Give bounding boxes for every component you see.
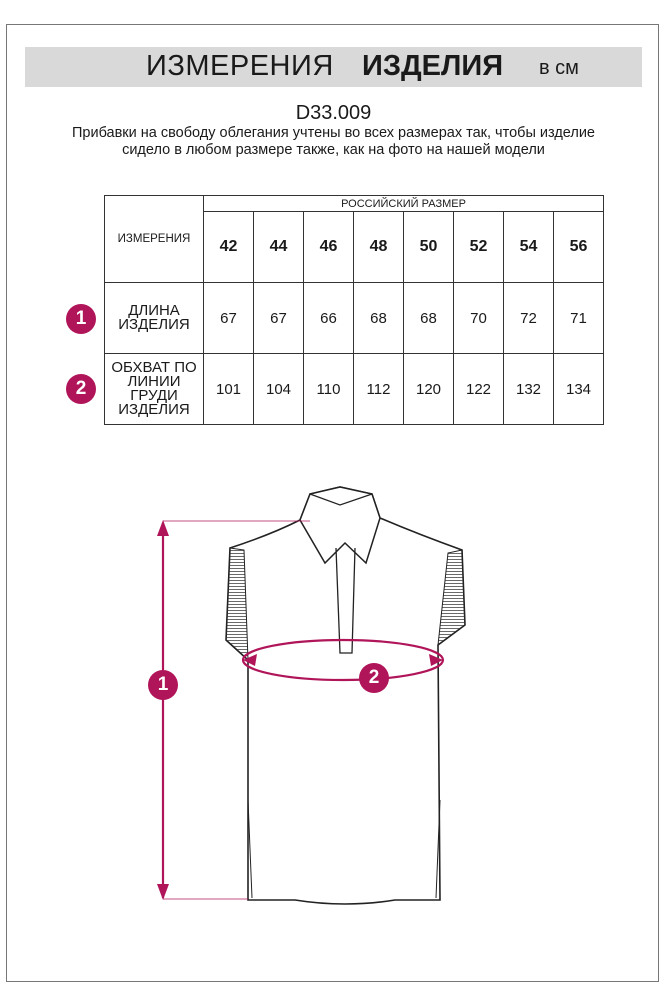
table-cell: 101	[204, 354, 254, 425]
table-cell: 134	[554, 354, 604, 425]
table-cell: 70	[454, 283, 504, 354]
size-header: 50	[404, 212, 454, 283]
row-label-chest: ОБХВАТ ПО ЛИНИИ ГРУДИ ИЗДЕЛИЯ	[105, 354, 204, 425]
table-cell: 68	[354, 283, 404, 354]
size-header: 52	[454, 212, 504, 283]
title-unit: в см	[539, 57, 579, 79]
vest-outline	[226, 487, 465, 904]
table-cell: 122	[454, 354, 504, 425]
table-cell: 66	[304, 283, 354, 354]
left-armhole-rib	[226, 548, 248, 660]
size-header: 46	[304, 212, 354, 283]
table-cell: 112	[354, 354, 404, 425]
title-bold: ИЗДЕЛИЯ	[362, 50, 504, 82]
table-cell: 67	[254, 283, 304, 354]
product-code: D33.009	[295, 102, 372, 124]
table-cell: 71	[554, 283, 604, 354]
row-badge-chest: 2	[66, 374, 96, 404]
size-header: 56	[554, 212, 604, 283]
size-header: 54	[504, 212, 554, 283]
size-header: 42	[204, 212, 254, 283]
title-main: ИЗМЕРЕНИЯ	[146, 50, 334, 82]
row-label-length: ДЛИНА ИЗДЕЛИЯ	[105, 283, 204, 354]
size-group-header: РОССИЙСКИЙ РАЗМЕР	[204, 196, 604, 212]
table-cell: 110	[304, 354, 354, 425]
length-badge: 1	[148, 670, 178, 700]
table-cell: 68	[404, 283, 454, 354]
table-cell: 132	[504, 354, 554, 425]
table-cell: 104	[254, 354, 304, 425]
table-cell: 67	[204, 283, 254, 354]
table-cell: 72	[504, 283, 554, 354]
row-badge-length: 1	[66, 304, 96, 334]
size-header: 48	[354, 212, 404, 283]
size-header: 44	[254, 212, 304, 283]
chest-badge: 2	[359, 663, 389, 693]
fit-note: Прибавки на свободу облегания учтены во всех размерах так, чтобы изделие сидело в любом размере также, как на фото на нашей модели	[71, 125, 595, 158]
table-cell: 120	[404, 354, 454, 425]
corner-label: ИЗМЕРЕНИЯ	[105, 196, 204, 283]
